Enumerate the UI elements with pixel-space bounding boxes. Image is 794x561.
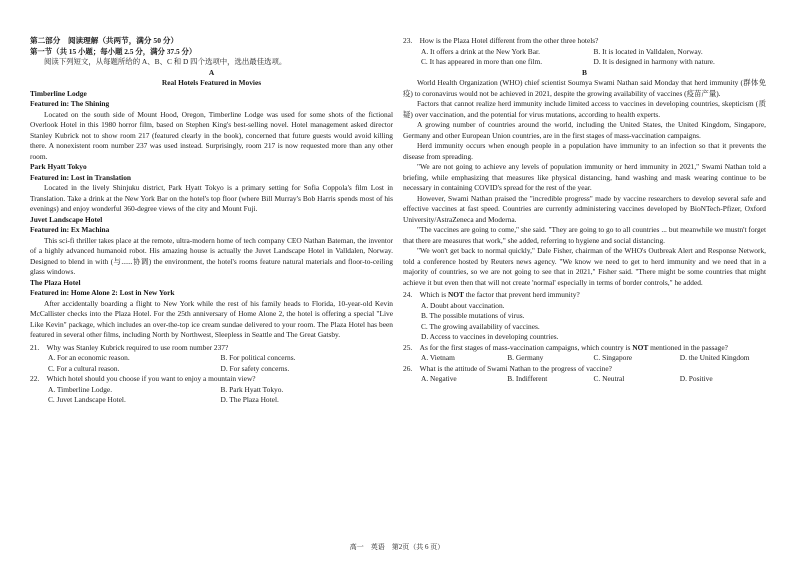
- paragraph: However, Swami Nathan praised the "incredible progress" made by vaccine researchers to develop several safe and effective vaccines at fast speed. Countries are currently administering vaccines developed by BioNTech-Pfizer, Oxford University/AstraZeneca and Moderna.: [403, 193, 766, 224]
- option-b[interactable]: B. It is located in Valldalen, Norway.: [593, 46, 703, 56]
- option-b[interactable]: B. Park Hyatt Tokyo.: [220, 384, 284, 394]
- option-a[interactable]: A. It offers a drink at the New York Bar.: [421, 46, 540, 56]
- paragraph: Herd immunity occurs when enough people in a population have immunity to an infection so that it prevents the disease from spreading.: [403, 141, 766, 161]
- passage-title: Real Hotels Featured in Movies: [161, 78, 262, 87]
- hotel-plaza: [30, 278, 393, 341]
- hotel-park-hyatt: [30, 162, 393, 215]
- question-23: [403, 36, 766, 68]
- option-c[interactable]: C. It has appeared in more than one film.: [421, 57, 543, 66]
- hotel-featured: Featured in: Lost in Translation: [30, 172, 132, 182]
- paragraph: A growing number of countries around the world, including the United States, the United Kingdom, Singapore, Germany and other European Union countries, are in the first stages of mass-vaccination campaigns.: [403, 120, 766, 140]
- hotel-text: This sci-fi thriller takes place at the remote, ultra-modern home of tech company CEO Nathan Bateman, the inventor of a highly advanced humanoid robot. His amazing house is actually the Juvet Landscape Hotel in Valldalen, Norway. Designed to blend in with (与......协调) the environment, the hotel's rooms feature natural materials and floor-to-ceiling glass windows.: [30, 235, 393, 276]
- question-stem: [403, 343, 766, 354]
- option-c[interactable]: C. Singapore: [593, 353, 633, 362]
- option-b[interactable]: B. The possible mutations of virus.: [421, 311, 525, 320]
- right-column: [403, 36, 766, 385]
- stem-emphasis: NOT: [447, 290, 464, 299]
- hotel-featured: Featured in: Ex Machina: [30, 225, 110, 234]
- stem-post: mentioned in the passage?: [648, 342, 728, 352]
- option-d[interactable]: D. It is designed in harmony with nature.: [593, 57, 715, 66]
- hotel-text: Located in the lively Shinjuku district, Park Hyatt Tokyo is a primary setting for Sofia Coppola's film Lost in Translation. Take a drink at the New York Bar on the hotel's top floor (where Bill Murray's Bob Harris spends most of his evenings) and enjoy wonderful 360-degree views of the city and Mount Fuji.: [30, 183, 393, 213]
- stem-pre: 25. As for the first stages of mass-vaccination campaigns, which country is: [403, 342, 633, 352]
- option-c[interactable]: C. The growing availability of vaccines.: [421, 321, 540, 331]
- hotel-text: Located on the south side of Mount Hood, Oregon, Timberline Lodge was used for some shots of the fictional Overlook Hotel in this 1980 horror film, based on Stephen King's best-selling novel. Hotel management asked director Stanley Kubrick not to show room 217 (featured clearly in the book), concerned that future guests would avoid killing there. A nonexistent room number 237 was used instead. Surprisingly, room 217 is now requested more than any other room.: [30, 109, 393, 161]
- hotel-timberline: [30, 89, 393, 163]
- option-a[interactable]: A. Vietnam: [421, 353, 455, 362]
- option-c[interactable]: C. For a cultural reason.: [48, 363, 120, 373]
- hotel-name: Park Hyatt Tokyo: [30, 162, 87, 171]
- option-a[interactable]: A. Timberline Lodge.: [48, 384, 113, 394]
- hotel-name: Timberline Lodge: [30, 88, 87, 98]
- option-a[interactable]: A. Negative: [421, 374, 457, 383]
- option-c[interactable]: C. Neutral: [593, 374, 625, 383]
- section-title: 第一节（共 15 小题；每小题 2.5 分，满分 37.5 分）: [30, 46, 197, 56]
- page-footer: 高一 英语 第2页（共 6 页）: [349, 543, 445, 551]
- hotel-featured: Featured in: The Shining: [30, 99, 110, 108]
- question-stem: 23. How is the Plaza Hotel different from the other three hotels?: [403, 36, 599, 45]
- question-stem: [403, 290, 766, 301]
- question-21: [30, 343, 393, 375]
- option-d[interactable]: D. the United Kingdom: [679, 353, 750, 362]
- option-d[interactable]: D. Access to vaccines in developing countries.: [421, 332, 559, 341]
- question-stem: 22. Which hotel should you choose if you want to enjoy a mountain view?: [30, 374, 256, 383]
- stem-post: the factor that prevent herd immunity?: [463, 290, 580, 299]
- passage-letter-a: A: [208, 67, 215, 77]
- paragraph: World Health Organization (WHO) chief scientist Soumya Swami Nathan said Monday that herd immunity (群体免疫) to coronavirus would not be achieved in 2021, despite the growing availability of vaccines (疫苗产量).: [403, 78, 766, 98]
- hotel-text: After accidentally boarding a flight to New York while the rest of his family heads to Florida, 10-year-old Kevin McCallister checks into the Plaza Hotel. For the 25th anniversary of Home Alone 2, the hotel is offering a special "Live Like Kevin" package, which includes an over-the-top ice cream sundae delivered to your room. The Plaza Hotel has been featured in several other films, including North by Northwest, Sleepless in Seattle and The Great Gatsby.: [30, 298, 393, 339]
- paragraph: "We won't get back to normal quickly," Dale Fisher, chairman of the WHO's Outbreak Alert and Response Network, told a conference hosted by Reuters news agency. "We know we need to get to herd immunity and we need that in a majority of countries, so we are not going to see that in 2021," Fisher said. "There might be some countries that might achieve it but even then that will not create 'normal' especially in terms of border controls," he added.: [403, 246, 766, 287]
- stem-emphasis: NOT: [632, 342, 649, 352]
- option-a[interactable]: A. Doubt about vaccination.: [421, 300, 505, 310]
- option-b[interactable]: B. For political concerns.: [220, 353, 296, 362]
- hotel-name: The Plaza Hotel: [30, 277, 81, 287]
- hotel-name: Juvet Landscape Hotel: [30, 214, 103, 224]
- hotel-featured: Featured in: Home Alone 2: Lost in New York: [30, 288, 175, 297]
- question-22: [30, 374, 393, 406]
- option-c[interactable]: C. Juvet Landscape Hotel.: [48, 395, 126, 404]
- question-stem: 26. What is the attitude of Swami Nathan to the progress of vaccine?: [403, 363, 612, 373]
- option-b[interactable]: B. Germany: [507, 353, 544, 362]
- option-d[interactable]: D. For safety concerns.: [220, 363, 290, 373]
- passage-letter-b: B: [582, 67, 587, 77]
- option-b[interactable]: B. Indifferent: [507, 374, 548, 383]
- left-column: [30, 36, 393, 406]
- question-24: [403, 290, 766, 343]
- option-d[interactable]: D. The Plaza Hotel.: [220, 395, 279, 404]
- paragraph: Factors that cannot realize herd immunity include limited access to vaccines in developing countries, skepticism (质疑) over vaccination, and the potential for virus mutations, according to health experts.: [403, 99, 766, 119]
- question-stem: 21. Why was Stanley Kubrick required to use room number 237?: [30, 342, 229, 352]
- option-a[interactable]: A. For an economic reason.: [48, 353, 130, 362]
- instruction: 阅读下列短文，从每题所给的 A、B、C 和 D 四个选项中，选出最佳选项。: [44, 57, 287, 66]
- stem-pre: 24. Which is: [403, 290, 448, 299]
- part-title: 第二部分 阅读理解（共两节，满分 50 分）: [30, 36, 179, 45]
- question-26: [403, 364, 766, 385]
- hotel-juvet: [30, 215, 393, 278]
- paragraph: "We are not going to achieve any levels of population immunity or herd immunity in 2021," Swami Nathan told a briefing, while emphasizing that measures like physical distancing, hand washing and mask wearing continue to be necessary in containing COVID's spread for the rest of the year.: [403, 162, 766, 192]
- option-d[interactable]: D. Positive: [679, 374, 713, 383]
- paragraph: "The vaccines are going to come," she said. "They are going to go to all countries ... but meanwhile we mustn't forget that there are measures that work," she added, referring to hygiene and social distancing.: [403, 225, 766, 245]
- question-25: [403, 343, 766, 364]
